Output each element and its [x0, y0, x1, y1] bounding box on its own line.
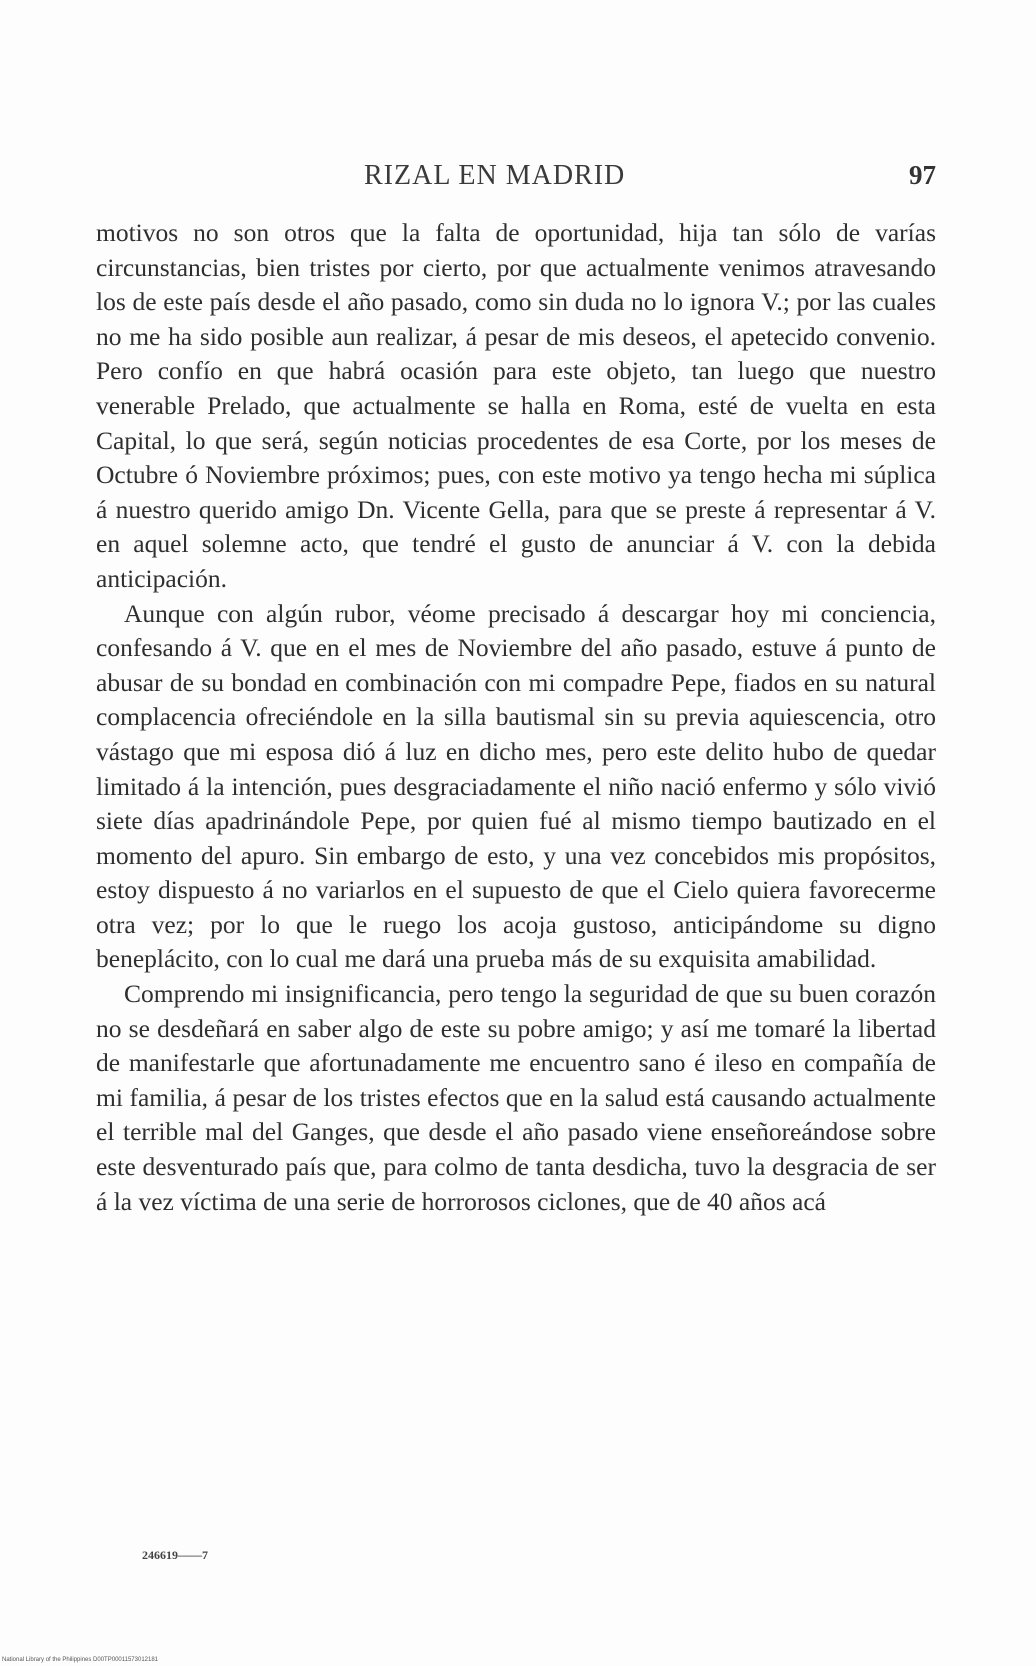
page-number: 97	[909, 160, 936, 190]
paragraph: Aunque con algún rubor, véome precisado á descargar hoy mi conciencia, confesando á V. que en el mes de Noviembre del año pasado, estuve á punto de abusar de su bondad en combinación con mi compadre Pepe, fiados en su natural complacencia ofreciéndole en la silla bautismal sin su previa aquiescencia, otro vástago que mi esposa dió á luz en dicho mes, pero este delito hubo de quedar limitado á la intención, pues desgraciadamente el niño nació enfermo y sólo vivió siete días apadrinándole Pepe, por quien fué al mismo tiempo bautizado en el momento del apuro. Sin embargo de esto, y una vez concebidos mis propósitos, estoy dispuesto á no variarlos en el supuesto de que el Cielo quiera favorecerme otra vez; por lo que le ruego los acoja gustoso, anticipándome su digno beneplácito, con lo cual me dará una prueba más de su exquisita amabilidad.	[96, 598, 936, 974]
paragraph: Comprendo mi insignificancia, pero tengo la seguridad de que su buen corazón no se desdeñará en saber algo de este su pobre amigo; y así me tomaré la libertad de manifestarle que afortunadamente me encuentro sano é ileso en compañía de mi familia, á pesar de los tristes efectos que en la salud está causando actualmente el terrible mal del Ganges, que desde el año pasado viene enseñoreándose sobre este desventurado país que, para colmo de tanta desdicha, tuvo la desgracia de ser á la vez víctima de una serie de horrorosos ciclones, que de 40 años acá	[96, 979, 936, 1216]
scan-footer-credit: National Library of the Philippines D00TP00011573012181	[2, 1657, 158, 1663]
paragraph: motivos no son otros que la falta de oportunidad, hija tan sólo de varías circunstancias, bien tristes por cierto, por que actualmente venimos atravesando los de este país desde el año pasado, como sin duda no lo ignora V.; por las cuales no me ha sido posible aun realizar, á pesar de mis deseos, el apetecido convenio. Pero confío en que habrá ocasión para este objeto, tan luego que nuestro venerable Prelado, que actualmente se halla en Roma, esté de vuelta en esta Capital, lo que será, según noticias procedentes de esa Corte, por los meses de Octubre ó Noviembre próximos; pues, con este motivo ya tengo hecha mi súplica á nuestro querido amigo Dn. Vicente Gella, para que se preste á representar á V. en aquel solemne acto, que tendré el gusto de anunciar á V. con la debida anticipación.	[96, 218, 936, 593]
running-title: RIZAL EN MADRID	[364, 160, 626, 191]
body-text	[96, 216, 936, 1219]
running-head	[96, 160, 936, 200]
printer-signature-mark: 246619——7	[142, 1548, 208, 1562]
